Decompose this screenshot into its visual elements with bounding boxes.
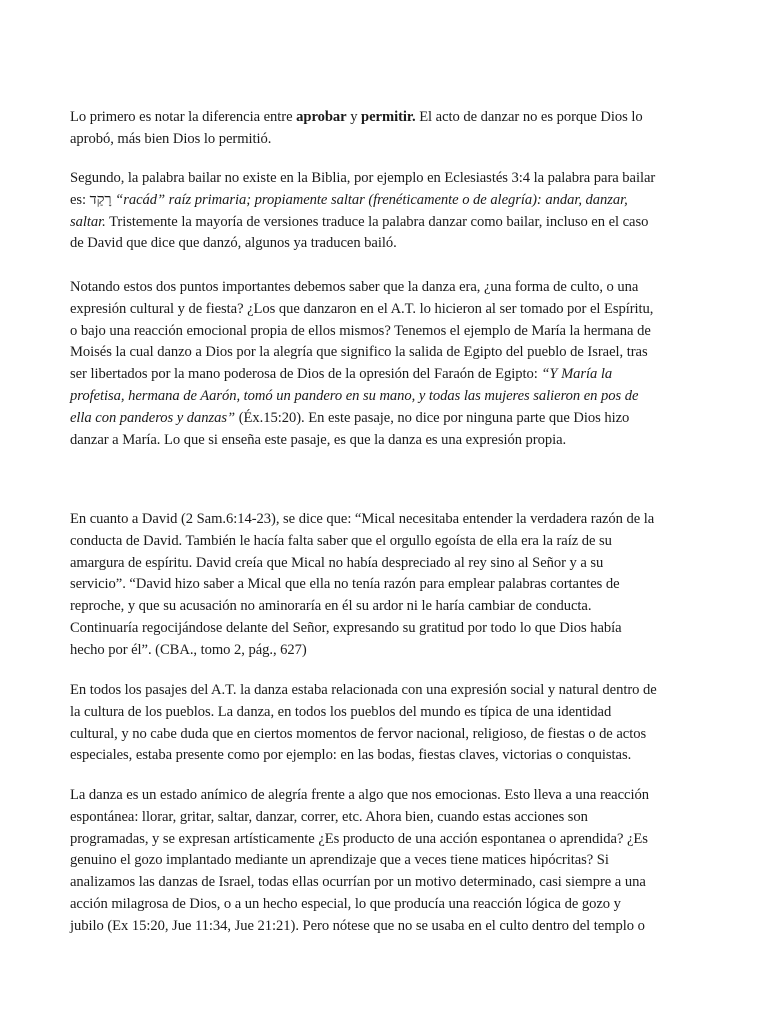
text-line: expresión cultural y de fiesta? ¿Los que danzaron en el A.T. lo hicieron al ser tomado por el Espíritu, xyxy=(70,300,654,317)
text-line xyxy=(70,408,702,430)
paragraph-aprobar-permitir xyxy=(70,107,702,151)
text-line: analizamos las danzas de Israel, todas ellas ocurrían por un motivo determinado, casi siempre a una xyxy=(70,874,646,891)
text-line: la cultura de los pueblos. La danza, en todos los pueblos del mundo es típica de una identidad xyxy=(70,703,612,720)
paragraph-danza-culto xyxy=(70,277,702,451)
text-line xyxy=(70,386,702,408)
text-line: especiales, estaba presente como por ejemplo: en las bodas, fiestas claves, victorias o conquistas. xyxy=(70,747,632,764)
italic-text: saltar. xyxy=(70,213,106,230)
text-line: aprobó, más bien Dios lo permitió. xyxy=(70,130,272,147)
text-run: y xyxy=(346,109,362,125)
paragraph-palabra-bailar xyxy=(70,168,702,255)
text-line: Moisés la cual danzo a Dios por la alegría que significo la salida de Egipto del pueblo de Israel, tras xyxy=(70,344,648,361)
paragraph-estado-animico xyxy=(70,785,702,938)
text-line: conducta de David. También le hacía falta saber que el orgullo egoísta de ella era la raíz de su xyxy=(70,532,612,549)
text-run: es: xyxy=(70,191,90,208)
italic-text: racád” raíz primaria; propiamente saltar (frenéticamente o de alegría): andar, danzar, xyxy=(123,191,628,208)
text-line: o bajo una reacción emocional propia de ellos mismos? Tenemos el ejemplo de María la hermana de xyxy=(70,322,651,339)
paragraph-expresion-social xyxy=(70,680,702,767)
text-line: Notando estos dos puntos importantes debemos saber que la danza era, ¿una forma de culto, o una xyxy=(70,279,639,295)
text-line: danzar a María. Lo que si enseña este pasaje, es que la danza es una expresión propia. xyxy=(70,431,567,448)
text-line: La danza es un estado anímico de alegría frente a algo que nos emocionas. Esto lleva a una reacción xyxy=(70,787,649,803)
text-line xyxy=(70,212,702,234)
text-run: Tristemente la mayoría de versiones traduce la palabra danzar como bailar, incluso en el caso xyxy=(105,213,649,230)
bold-text: aprobar xyxy=(296,109,347,125)
text-line: programadas, y se expresan artísticamente ¿Es producto de una acción espontanea o aprendida? ¿Es xyxy=(70,830,648,847)
italic-text: ella con panderos y danzas” xyxy=(70,409,236,426)
text-line: Continuaría regocijándose delante del Señor, expresando su gratitud por todo lo que Dios había xyxy=(70,619,622,636)
text-line: de David que dice que danzó, algunos ya traducen bailó. xyxy=(70,235,397,252)
text-line: En cuanto a David (2 Sam.6:14-23), se dice que: “Mical necesitaba entender la verdadera razón de la xyxy=(70,511,655,527)
text-line xyxy=(70,364,702,386)
bold-text: permitir. xyxy=(361,109,416,125)
text-line: hecho por él”. (CBA., tomo 2, pág., 627) xyxy=(70,641,307,658)
text-run: (Éx.15:20). En este pasaje, no dice por ninguna parte que Dios hizo xyxy=(235,409,630,426)
hebrew-word: רָקַד xyxy=(89,191,112,208)
text-line: En todos los pasajes del A.T. la danza estaba relacionada con una expresión social y natural dentro de xyxy=(70,682,657,698)
text-run: El acto de danzar no es porque Dios lo xyxy=(415,109,643,125)
text-line: jubilo (Ex 15:20, Jue 11:34, Jue 21:21). Pero nótese que no se usaba en el culto dentro del templo o xyxy=(70,917,645,934)
text-line: reproche, y que su acusación no aminoraría en él su ardor ni le haría cambiar de conducta. xyxy=(70,598,592,615)
text-line: genuino el gozo implantado mediante un aprendizaje que a veces tiene matices hipócritas? Si xyxy=(70,852,609,869)
paragraph-david-mical xyxy=(70,509,702,662)
text-run: ser libertados por la mano poderosa de Dios de la opresión del Faraón de Egipto: xyxy=(70,366,542,383)
text-line xyxy=(70,190,702,212)
italic-text: profetisa, hermana de Aarón, tomó un pandero en su mano, y todas las mujeres salieron en pos de xyxy=(70,387,639,404)
text-line: servicio”. “David hizo saber a Mical que ella no tenía razón para emplear palabras cortantes de xyxy=(70,576,620,593)
italic-text: “ xyxy=(111,191,124,208)
text-line xyxy=(70,107,702,129)
text-line: acción milagrosa de Dios, o a un hecho especial, lo que producía una reacción lógica de gozo y xyxy=(70,895,621,912)
italic-text: “Y María la xyxy=(541,366,613,383)
text-line: espontánea: llorar, gritar, saltar, danzar, correr, etc. Ahora bien, cuando estas acciones son xyxy=(70,808,588,825)
text-run: Lo primero es notar la diferencia entre xyxy=(70,109,297,125)
text-line: amargura de espíritu. David creía que Mical no había despreciado al rey sino al Señor y a su xyxy=(70,554,604,571)
text-line: Segundo, la palabra bailar no existe en la Biblia, por ejemplo en Eclesiastés 3:4 la palabra para bailar xyxy=(70,170,656,186)
text-line: cultural, y no cabe duda que en ciertos momentos de fervor nacional, religioso, de fiestas o de actos xyxy=(70,725,647,742)
